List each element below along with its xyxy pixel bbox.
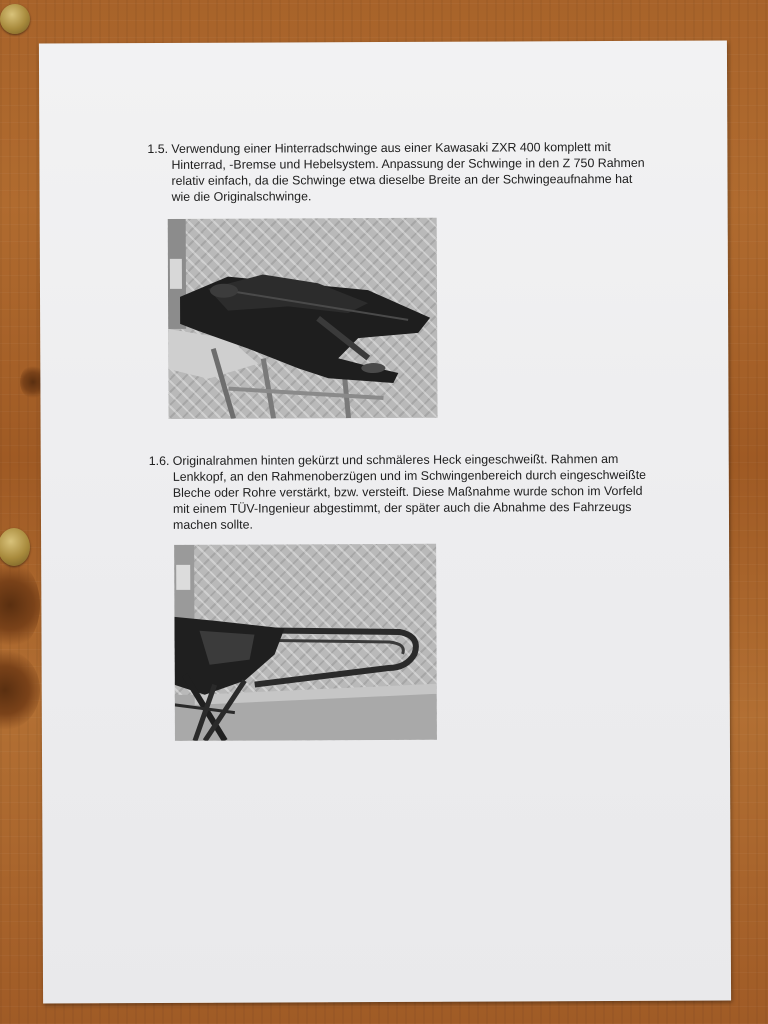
photo-frame-tail (174, 544, 437, 741)
paper-sheet (39, 41, 731, 1004)
photo-swingarm (168, 218, 438, 419)
section-number: 1.6. (148, 453, 170, 469)
section-1-6 (149, 451, 649, 533)
section-text: Originalrahmen hinten gekürzt und schmäleres Heck eingeschweißt. Rahmen am Lenkkopf, an den Rahmenoberzügen und im Schwingenbereich durch eingeschweißte Bleche oder Rohre verstärkt, bzw. versteift. Diese Maßnahme wurde schon im Vorfeld mit einem TÜV-Ingenieur abgestimmt, der später auch die Abnahme des Fahrzeugs machen sollte. (172, 451, 647, 532)
screw-head (0, 4, 30, 34)
frame-illustration (174, 544, 437, 741)
wood-knot (0, 560, 40, 650)
wood-knot (0, 650, 40, 730)
section-1-5 (147, 139, 647, 205)
section-text: Verwendung einer Hinterradschwinge aus einer Kawasaki ZXR 400 komplett mit Hinterrad, -Bremse und Hebelsystem. Anpassung der Schwinge in den Z 750 Rahmen relativ einfach, da die Schwinge etwa dieselbe Breite an der Schwingeaufnahme hat wie die Originalschwinge. (171, 140, 645, 204)
section-number: 1.5. (147, 141, 169, 157)
swingarm-illustration (168, 218, 438, 419)
screw-head (0, 528, 30, 566)
